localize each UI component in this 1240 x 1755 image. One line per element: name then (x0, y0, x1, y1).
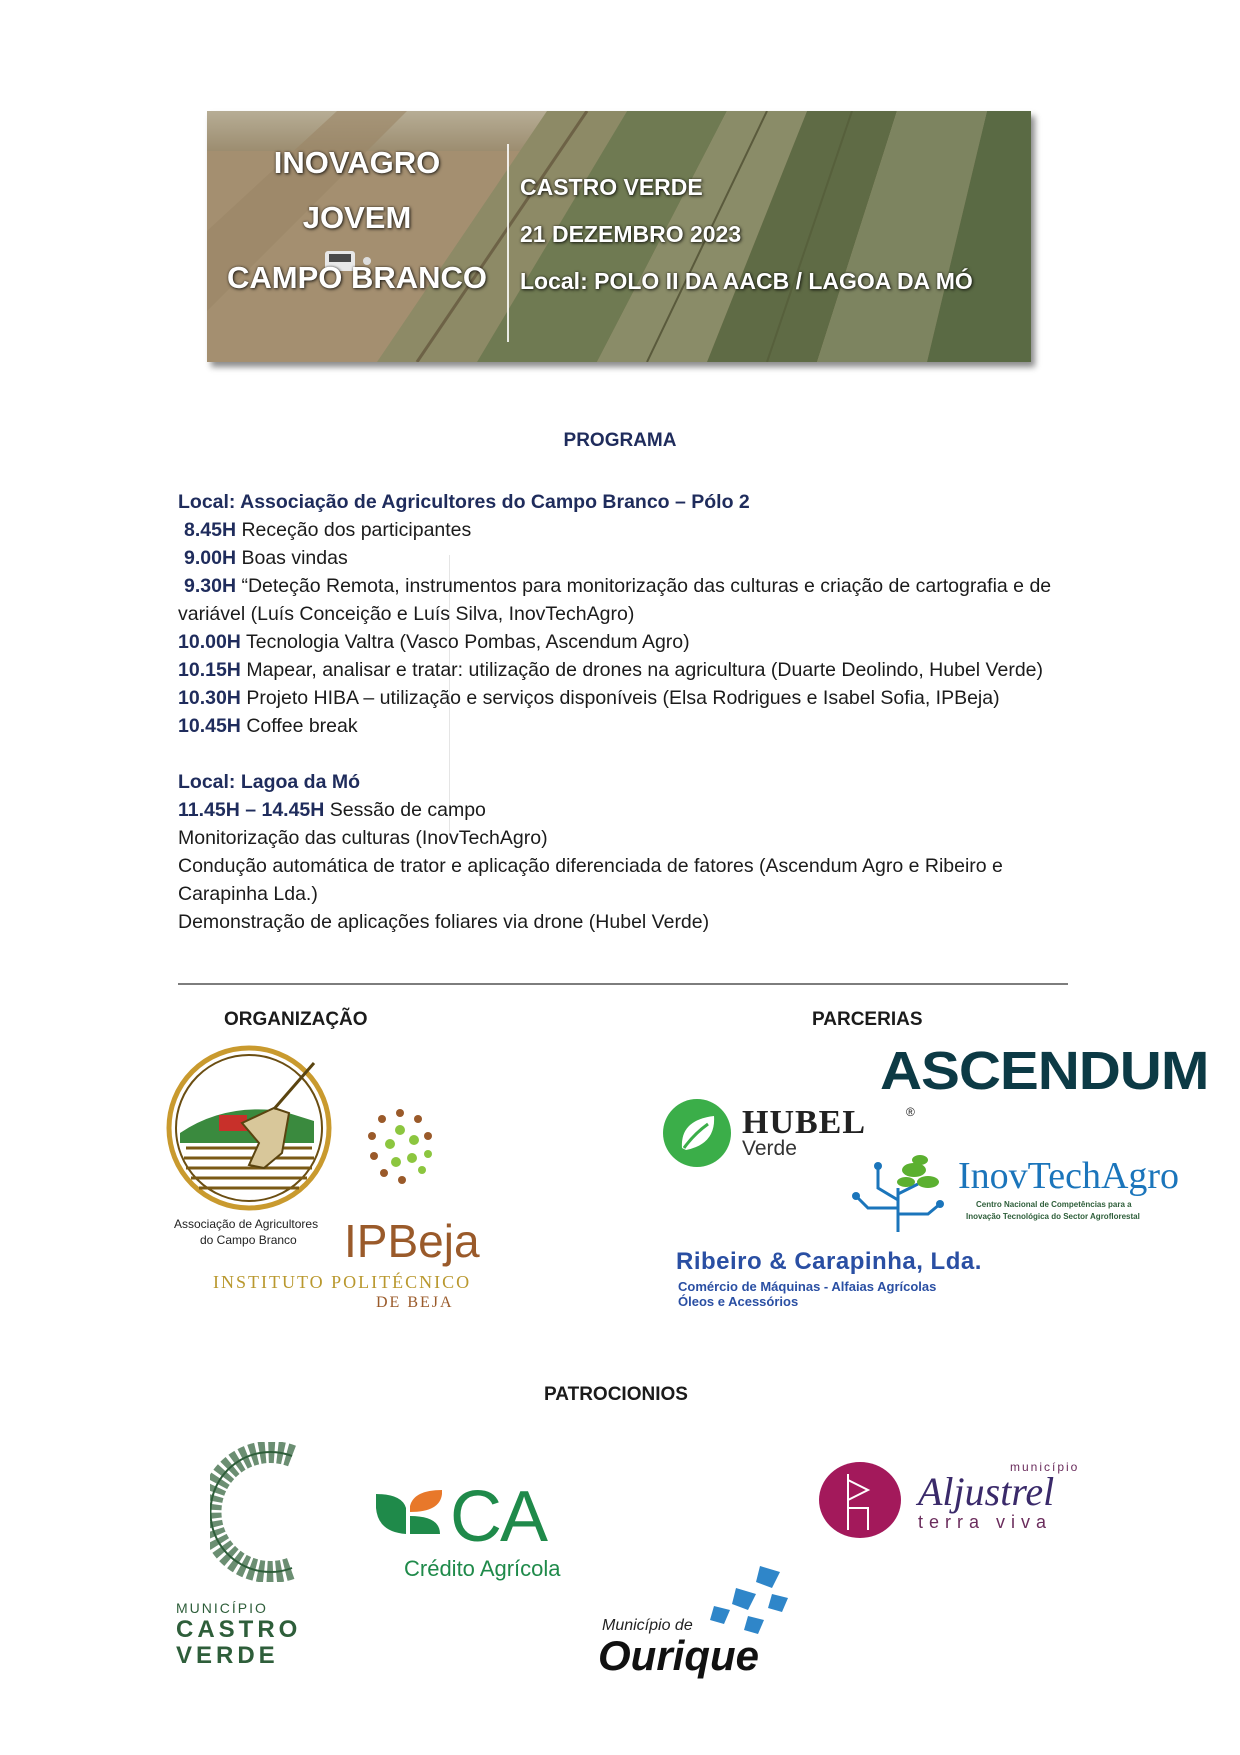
banner-divider (507, 144, 509, 342)
ourique-line2: Ourique (598, 1632, 760, 1679)
aljustrel-emblem-icon (818, 1460, 902, 1540)
credito-agricola-letters: CA (450, 1477, 547, 1557)
ipbeja-symbol-icon (360, 1108, 440, 1188)
castro-verde-line1: MUNICÍPIO (176, 1600, 268, 1616)
credito-agricola-symbol-icon (374, 1488, 444, 1536)
list-item: 10.15H Mapear, analisar e tratar: utilização de drones na agricultura (Duarte Deolindo, Hubel Verde) (178, 659, 1044, 681)
event-name (207, 111, 507, 362)
event-name-line3: CAMPO BRANCO (226, 260, 488, 295)
inovtech-logo: InovTechAgro (958, 1155, 1180, 1197)
hubel-leaf-icon (662, 1098, 732, 1168)
inovtech-subtitle-line1: Centro Nacional de Competências para a (976, 1200, 1132, 1209)
ascendum-logo: ASCENDUM (880, 1041, 1209, 1101)
castro-verde-c-icon (210, 1442, 302, 1582)
parcerias-title: PARCERIAS (812, 1009, 923, 1030)
aljustrel-top: município (1010, 1460, 1080, 1474)
ribeiro-subtitle-line2: Óleos e Acessórios (678, 1294, 799, 1309)
ipbeja-subtitle-line2: DE BEJA (376, 1294, 454, 1311)
organizacao-title: ORGANIZAÇÃO (224, 1009, 368, 1030)
ribeiro-subtitle-line1: Comércio de Máquinas - Alfaias Agrícolas (678, 1279, 937, 1294)
ourique-line1: Município de (602, 1617, 693, 1634)
inovtech-subtitle-line2: Inovação Tecnológica do Sector Agroflorestal (966, 1212, 1140, 1221)
programa-body (178, 488, 1078, 936)
ipbeja-name: IPBeja (344, 1215, 480, 1267)
castro-verde-line2: CASTRO (176, 1616, 302, 1643)
list-item: 10.30H Projeto HIBA – utilização e serviços disponíveis (Elsa Rodrigues e Isabel Sofia, IPBeja) (178, 687, 1000, 709)
event-name-line2: JOVEM (302, 200, 412, 235)
aljustrel-sub: terra viva (918, 1512, 1053, 1532)
list-item: 9.30H “Deteção Remota, instrumentos para monitorização das culturas e criação de cartografia e de variável (Luís Conceição e Luís Silva, InovTechAgro) (178, 575, 1052, 625)
event-banner (207, 111, 1031, 362)
list-item: 10.00H Tecnologia Valtra (Vasco Pombas, Ascendum Agro) (178, 631, 690, 653)
list-item: 10.45H Coffee break (178, 715, 358, 737)
hubel-registered: ® (906, 1105, 915, 1119)
list-item: 8.45H Receção dos participantes (184, 519, 472, 541)
event-location: Local: POLO II DA AACB / LAGOA DA MÓ (520, 268, 973, 294)
aacb-name-line1: Associação de Agricultores (174, 1217, 319, 1231)
list-item: 9.00H Boas vindas (184, 547, 348, 569)
credito-agricola-name: Crédito Agrícola (404, 1556, 561, 1581)
event-city: CASTRO VERDE (520, 174, 703, 200)
block1-heading: Local: Associação de Agricultores do Campo Branco – Pólo 2 (178, 491, 750, 513)
list-item: Condução automática de trator e aplicação diferenciada de fatores (Ascendum Agro e Ribeiro e Carapinha Lda.) (178, 855, 1003, 905)
programa-title: PROGRAMA (563, 430, 677, 451)
block2-heading: Local: Lagoa da Mó (178, 771, 361, 793)
ipbeja-subtitle-line1: INSTITUTO POLITÉCNICO (213, 1272, 472, 1292)
ribeiro-logo: Ribeiro & Carapinha, Lda. (676, 1248, 982, 1275)
castro-verde-line3: VERDE (176, 1642, 279, 1669)
hubel-sub: Verde (742, 1137, 797, 1160)
event-date: 21 DEZEMBRO 2023 (520, 221, 742, 247)
event-details (520, 111, 1020, 362)
hubel-logo: HUBEL (742, 1104, 867, 1141)
event-name-line1: INOVAGRO (273, 145, 441, 180)
aacb-logo (164, 1043, 334, 1213)
list-item: 11.45H – 14.45H Sessão de campo (178, 799, 486, 821)
inovtech-tree-icon (848, 1148, 948, 1232)
patrocinios-title: PATROCIONIOS (544, 1384, 688, 1405)
aacb-name-line2: do Campo Branco (200, 1233, 297, 1247)
list-item: Monitorização das culturas (InovTechAgro) (178, 827, 548, 849)
aljustrel-name: Aljustrel (918, 1469, 1055, 1514)
section-divider (178, 983, 1068, 985)
list-item: Demonstração de aplicações foliares via drone (Hubel Verde) (178, 911, 710, 933)
